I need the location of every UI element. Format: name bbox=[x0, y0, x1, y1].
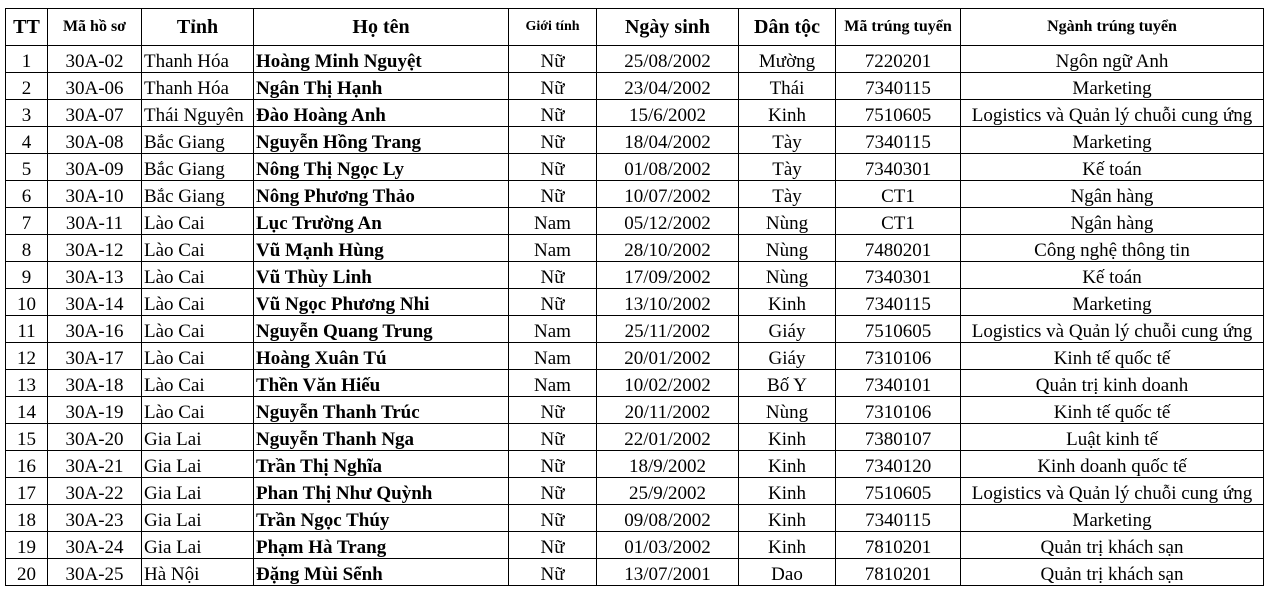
cell-gioi-tinh: Nam bbox=[509, 343, 597, 370]
cell-ma-ho-so: 30A-12 bbox=[48, 235, 142, 262]
cell-gioi-tinh: Nữ bbox=[509, 46, 597, 73]
cell-dan-toc: Tày bbox=[739, 154, 836, 181]
cell-tinh: Lào Cai bbox=[142, 235, 254, 262]
cell-ma-trung-tuyen: 7380107 bbox=[836, 424, 961, 451]
cell-nganh-trung-tuyen: Công nghệ thông tin bbox=[961, 235, 1264, 262]
cell-ma-ho-so: 30A-24 bbox=[48, 532, 142, 559]
cell-tinh: Gia Lai bbox=[142, 505, 254, 532]
cell-ngay-sinh: 01/03/2002 bbox=[597, 532, 739, 559]
cell-nganh-trung-tuyen: Kế toán bbox=[961, 154, 1264, 181]
cell-ma-trung-tuyen: 7340101 bbox=[836, 370, 961, 397]
cell-tt: 8 bbox=[6, 235, 48, 262]
cell-ma-ho-so: 30A-13 bbox=[48, 262, 142, 289]
cell-ma-ho-so: 30A-23 bbox=[48, 505, 142, 532]
cell-tinh: Lào Cai bbox=[142, 289, 254, 316]
cell-ngay-sinh: 13/07/2001 bbox=[597, 559, 739, 586]
table-row bbox=[6, 451, 1264, 478]
cell-dan-toc: Kinh bbox=[739, 100, 836, 127]
cell-dan-toc: Kinh bbox=[739, 289, 836, 316]
table-row bbox=[6, 154, 1264, 181]
cell-ngay-sinh: 25/08/2002 bbox=[597, 46, 739, 73]
cell-ngay-sinh: 10/02/2002 bbox=[597, 370, 739, 397]
cell-nganh-trung-tuyen: Ngân hàng bbox=[961, 208, 1264, 235]
cell-ho-ten: Nông Phương Thảo bbox=[254, 181, 509, 208]
cell-nganh-trung-tuyen: Luật kinh tế bbox=[961, 424, 1264, 451]
cell-tt: 1 bbox=[6, 46, 48, 73]
cell-dan-toc: Kinh bbox=[739, 451, 836, 478]
cell-ho-ten: Nguyễn Thanh Trúc bbox=[254, 397, 509, 424]
cell-ngay-sinh: 05/12/2002 bbox=[597, 208, 739, 235]
cell-ma-ho-so: 30A-10 bbox=[48, 181, 142, 208]
cell-nganh-trung-tuyen: Ngân hàng bbox=[961, 181, 1264, 208]
cell-nganh-trung-tuyen: Kinh tế quốc tế bbox=[961, 397, 1264, 424]
cell-ma-ho-so: 30A-08 bbox=[48, 127, 142, 154]
cell-dan-toc: Nùng bbox=[739, 262, 836, 289]
cell-gioi-tinh: Nam bbox=[509, 316, 597, 343]
cell-tt: 17 bbox=[6, 478, 48, 505]
table-row bbox=[6, 127, 1264, 154]
cell-dan-toc: Tày bbox=[739, 181, 836, 208]
cell-ngay-sinh: 09/08/2002 bbox=[597, 505, 739, 532]
cell-ma-trung-tuyen: 7310106 bbox=[836, 397, 961, 424]
cell-ma-trung-tuyen: CT1 bbox=[836, 208, 961, 235]
cell-tinh: Gia Lai bbox=[142, 451, 254, 478]
cell-ma-ho-so: 30A-02 bbox=[48, 46, 142, 73]
cell-ma-trung-tuyen: 7340301 bbox=[836, 154, 961, 181]
header-ho-ten: Họ tên bbox=[254, 9, 509, 46]
cell-gioi-tinh: Nam bbox=[509, 208, 597, 235]
table-row bbox=[6, 424, 1264, 451]
table-row bbox=[6, 235, 1264, 262]
cell-nganh-trung-tuyen: Logistics và Quản lý chuỗi cung ứng bbox=[961, 478, 1264, 505]
table-row bbox=[6, 208, 1264, 235]
cell-nganh-trung-tuyen: Marketing bbox=[961, 505, 1264, 532]
cell-ma-trung-tuyen: 7340115 bbox=[836, 73, 961, 100]
cell-ho-ten: Trần Ngọc Thúy bbox=[254, 505, 509, 532]
cell-tinh: Lào Cai bbox=[142, 316, 254, 343]
cell-ma-trung-tuyen: 7510605 bbox=[836, 100, 961, 127]
cell-tinh: Bắc Giang bbox=[142, 154, 254, 181]
header-gioi-tinh: Giới tính bbox=[509, 9, 597, 46]
cell-dan-toc: Nùng bbox=[739, 208, 836, 235]
cell-ngay-sinh: 20/01/2002 bbox=[597, 343, 739, 370]
cell-nganh-trung-tuyen: Marketing bbox=[961, 127, 1264, 154]
cell-tt: 18 bbox=[6, 505, 48, 532]
cell-gioi-tinh: Nữ bbox=[509, 478, 597, 505]
cell-tinh: Hà Nội bbox=[142, 559, 254, 586]
cell-ho-ten: Vũ Mạnh Hùng bbox=[254, 235, 509, 262]
cell-nganh-trung-tuyen: Marketing bbox=[961, 73, 1264, 100]
cell-ho-ten: Trần Thị Nghĩa bbox=[254, 451, 509, 478]
header-nganh-trung-tuyen: Ngành trúng tuyển bbox=[961, 9, 1264, 46]
cell-dan-toc: Thái bbox=[739, 73, 836, 100]
cell-ho-ten: Vũ Thùy Linh bbox=[254, 262, 509, 289]
cell-ho-ten: Đặng Mùi Sểnh bbox=[254, 559, 509, 586]
header-ma-trung-tuyen: Mã trúng tuyển bbox=[836, 9, 961, 46]
cell-ho-ten: Lục Trường An bbox=[254, 208, 509, 235]
cell-dan-toc: Kinh bbox=[739, 505, 836, 532]
cell-nganh-trung-tuyen: Logistics và Quản lý chuỗi cung ứng bbox=[961, 316, 1264, 343]
cell-dan-toc: Giáy bbox=[739, 343, 836, 370]
cell-gioi-tinh: Nữ bbox=[509, 532, 597, 559]
cell-dan-toc: Mường bbox=[739, 46, 836, 73]
cell-ngay-sinh: 22/01/2002 bbox=[597, 424, 739, 451]
cell-tt: 20 bbox=[6, 559, 48, 586]
cell-tt: 16 bbox=[6, 451, 48, 478]
cell-dan-toc: Giáy bbox=[739, 316, 836, 343]
cell-tt: 15 bbox=[6, 424, 48, 451]
cell-tinh: Bắc Giang bbox=[142, 181, 254, 208]
cell-ma-trung-tuyen: 7810201 bbox=[836, 559, 961, 586]
table-row bbox=[6, 370, 1264, 397]
cell-ma-ho-so: 30A-11 bbox=[48, 208, 142, 235]
cell-ma-ho-so: 30A-18 bbox=[48, 370, 142, 397]
table-row bbox=[6, 505, 1264, 532]
cell-ma-trung-tuyen: 7340301 bbox=[836, 262, 961, 289]
cell-tinh: Gia Lai bbox=[142, 532, 254, 559]
cell-dan-toc: Dao bbox=[739, 559, 836, 586]
cell-ma-trung-tuyen: 7340115 bbox=[836, 127, 961, 154]
cell-ma-ho-so: 30A-14 bbox=[48, 289, 142, 316]
cell-ho-ten: Phan Thị Như Quỳnh bbox=[254, 478, 509, 505]
cell-ma-ho-so: 30A-21 bbox=[48, 451, 142, 478]
cell-ngay-sinh: 17/09/2002 bbox=[597, 262, 739, 289]
cell-ma-trung-tuyen: 7510605 bbox=[836, 478, 961, 505]
cell-nganh-trung-tuyen: Kế toán bbox=[961, 262, 1264, 289]
cell-ma-trung-tuyen: 7340115 bbox=[836, 289, 961, 316]
cell-ma-trung-tuyen: 7510605 bbox=[836, 316, 961, 343]
table-row bbox=[6, 316, 1264, 343]
cell-ho-ten: Phạm Hà Trang bbox=[254, 532, 509, 559]
cell-ma-trung-tuyen: 7810201 bbox=[836, 532, 961, 559]
cell-ma-trung-tuyen: 7310106 bbox=[836, 343, 961, 370]
cell-ma-ho-so: 30A-19 bbox=[48, 397, 142, 424]
cell-dan-toc: Nùng bbox=[739, 397, 836, 424]
table-body bbox=[6, 46, 1264, 586]
cell-ho-ten: Thền Văn Hiếu bbox=[254, 370, 509, 397]
cell-ngay-sinh: 18/9/2002 bbox=[597, 451, 739, 478]
cell-ma-trung-tuyen: 7340120 bbox=[836, 451, 961, 478]
table-row bbox=[6, 73, 1264, 100]
cell-gioi-tinh: Nữ bbox=[509, 100, 597, 127]
cell-ngay-sinh: 25/11/2002 bbox=[597, 316, 739, 343]
table-row bbox=[6, 100, 1264, 127]
cell-ho-ten: Đào Hoàng Anh bbox=[254, 100, 509, 127]
cell-gioi-tinh: Nữ bbox=[509, 289, 597, 316]
cell-ngay-sinh: 20/11/2002 bbox=[597, 397, 739, 424]
cell-ho-ten: Hoàng Minh Nguyệt bbox=[254, 46, 509, 73]
cell-dan-toc: Bố Y bbox=[739, 370, 836, 397]
header-tinh: Tỉnh bbox=[142, 9, 254, 46]
cell-tt: 4 bbox=[6, 127, 48, 154]
cell-gioi-tinh: Nữ bbox=[509, 127, 597, 154]
cell-ma-ho-so: 30A-25 bbox=[48, 559, 142, 586]
cell-tt: 7 bbox=[6, 208, 48, 235]
cell-tinh: Thái Nguyên bbox=[142, 100, 254, 127]
cell-gioi-tinh: Nam bbox=[509, 235, 597, 262]
cell-tt: 6 bbox=[6, 181, 48, 208]
cell-nganh-trung-tuyen: Quản trị khách sạn bbox=[961, 532, 1264, 559]
table-row bbox=[6, 559, 1264, 586]
cell-ngay-sinh: 15/6/2002 bbox=[597, 100, 739, 127]
cell-tinh: Bắc Giang bbox=[142, 127, 254, 154]
table-row bbox=[6, 262, 1264, 289]
cell-ho-ten: Nguyễn Thanh Nga bbox=[254, 424, 509, 451]
cell-ngay-sinh: 28/10/2002 bbox=[597, 235, 739, 262]
cell-ho-ten: Vũ Ngọc Phương Nhi bbox=[254, 289, 509, 316]
cell-gioi-tinh: Nữ bbox=[509, 181, 597, 208]
cell-ma-trung-tuyen: 7480201 bbox=[836, 235, 961, 262]
table-row bbox=[6, 343, 1264, 370]
cell-nganh-trung-tuyen: Marketing bbox=[961, 289, 1264, 316]
cell-tt: 2 bbox=[6, 73, 48, 100]
header-ngay-sinh: Ngày sinh bbox=[597, 9, 739, 46]
cell-gioi-tinh: Nữ bbox=[509, 505, 597, 532]
admission-table bbox=[5, 8, 1264, 586]
table-row bbox=[6, 181, 1264, 208]
cell-nganh-trung-tuyen: Kinh tế quốc tế bbox=[961, 343, 1264, 370]
cell-tt: 3 bbox=[6, 100, 48, 127]
cell-nganh-trung-tuyen: Logistics và Quản lý chuỗi cung ứng bbox=[961, 100, 1264, 127]
header-row bbox=[6, 9, 1264, 46]
cell-gioi-tinh: Nữ bbox=[509, 424, 597, 451]
table-row bbox=[6, 289, 1264, 316]
cell-tt: 11 bbox=[6, 316, 48, 343]
cell-gioi-tinh: Nữ bbox=[509, 73, 597, 100]
cell-ngay-sinh: 18/04/2002 bbox=[597, 127, 739, 154]
cell-tinh: Gia Lai bbox=[142, 424, 254, 451]
cell-dan-toc: Kinh bbox=[739, 424, 836, 451]
cell-nganh-trung-tuyen: Kinh doanh quốc tế bbox=[961, 451, 1264, 478]
cell-ma-ho-so: 30A-06 bbox=[48, 73, 142, 100]
cell-tinh: Lào Cai bbox=[142, 208, 254, 235]
cell-ngay-sinh: 25/9/2002 bbox=[597, 478, 739, 505]
cell-ho-ten: Ngân Thị Hạnh bbox=[254, 73, 509, 100]
cell-tinh: Lào Cai bbox=[142, 397, 254, 424]
cell-dan-toc: Nùng bbox=[739, 235, 836, 262]
table-row bbox=[6, 532, 1264, 559]
header-dan-toc: Dân tộc bbox=[739, 9, 836, 46]
cell-ma-ho-so: 30A-20 bbox=[48, 424, 142, 451]
cell-gioi-tinh: Nữ bbox=[509, 451, 597, 478]
cell-tt: 19 bbox=[6, 532, 48, 559]
cell-gioi-tinh: Nữ bbox=[509, 262, 597, 289]
cell-ma-ho-so: 30A-22 bbox=[48, 478, 142, 505]
cell-tt: 10 bbox=[6, 289, 48, 316]
cell-ngay-sinh: 10/07/2002 bbox=[597, 181, 739, 208]
cell-tinh: Thanh Hóa bbox=[142, 46, 254, 73]
cell-dan-toc: Tày bbox=[739, 127, 836, 154]
cell-ma-trung-tuyen: 7220201 bbox=[836, 46, 961, 73]
cell-ngay-sinh: 01/08/2002 bbox=[597, 154, 739, 181]
header-ma-ho-so: Mã hồ sơ bbox=[48, 9, 142, 46]
cell-ma-trung-tuyen: CT1 bbox=[836, 181, 961, 208]
cell-tinh: Lào Cai bbox=[142, 370, 254, 397]
cell-ma-trung-tuyen: 7340115 bbox=[836, 505, 961, 532]
cell-gioi-tinh: Nữ bbox=[509, 154, 597, 181]
cell-ho-ten: Nguyễn Quang Trung bbox=[254, 316, 509, 343]
cell-dan-toc: Kinh bbox=[739, 478, 836, 505]
header-tt: TT bbox=[6, 9, 48, 46]
cell-tt: 5 bbox=[6, 154, 48, 181]
cell-ho-ten: Nông Thị Ngọc Ly bbox=[254, 154, 509, 181]
cell-gioi-tinh: Nữ bbox=[509, 559, 597, 586]
table-row bbox=[6, 397, 1264, 424]
cell-nganh-trung-tuyen: Ngôn ngữ Anh bbox=[961, 46, 1264, 73]
cell-ma-ho-so: 30A-09 bbox=[48, 154, 142, 181]
cell-nganh-trung-tuyen: Quản trị kinh doanh bbox=[961, 370, 1264, 397]
cell-tt: 13 bbox=[6, 370, 48, 397]
table-row bbox=[6, 46, 1264, 73]
cell-ho-ten: Hoàng Xuân Tú bbox=[254, 343, 509, 370]
cell-tinh: Gia Lai bbox=[142, 478, 254, 505]
cell-tinh: Thanh Hóa bbox=[142, 73, 254, 100]
cell-tt: 14 bbox=[6, 397, 48, 424]
cell-ma-ho-so: 30A-16 bbox=[48, 316, 142, 343]
cell-dan-toc: Kinh bbox=[739, 532, 836, 559]
table-row bbox=[6, 478, 1264, 505]
cell-ma-ho-so: 30A-17 bbox=[48, 343, 142, 370]
cell-tt: 12 bbox=[6, 343, 48, 370]
cell-ma-ho-so: 30A-07 bbox=[48, 100, 142, 127]
cell-ngay-sinh: 23/04/2002 bbox=[597, 73, 739, 100]
cell-ho-ten: Nguyễn Hồng Trang bbox=[254, 127, 509, 154]
cell-ngay-sinh: 13/10/2002 bbox=[597, 289, 739, 316]
cell-tinh: Lào Cai bbox=[142, 262, 254, 289]
cell-gioi-tinh: Nữ bbox=[509, 397, 597, 424]
cell-gioi-tinh: Nam bbox=[509, 370, 597, 397]
cell-tinh: Lào Cai bbox=[142, 343, 254, 370]
cell-tt: 9 bbox=[6, 262, 48, 289]
cell-nganh-trung-tuyen: Quản trị khách sạn bbox=[961, 559, 1264, 586]
